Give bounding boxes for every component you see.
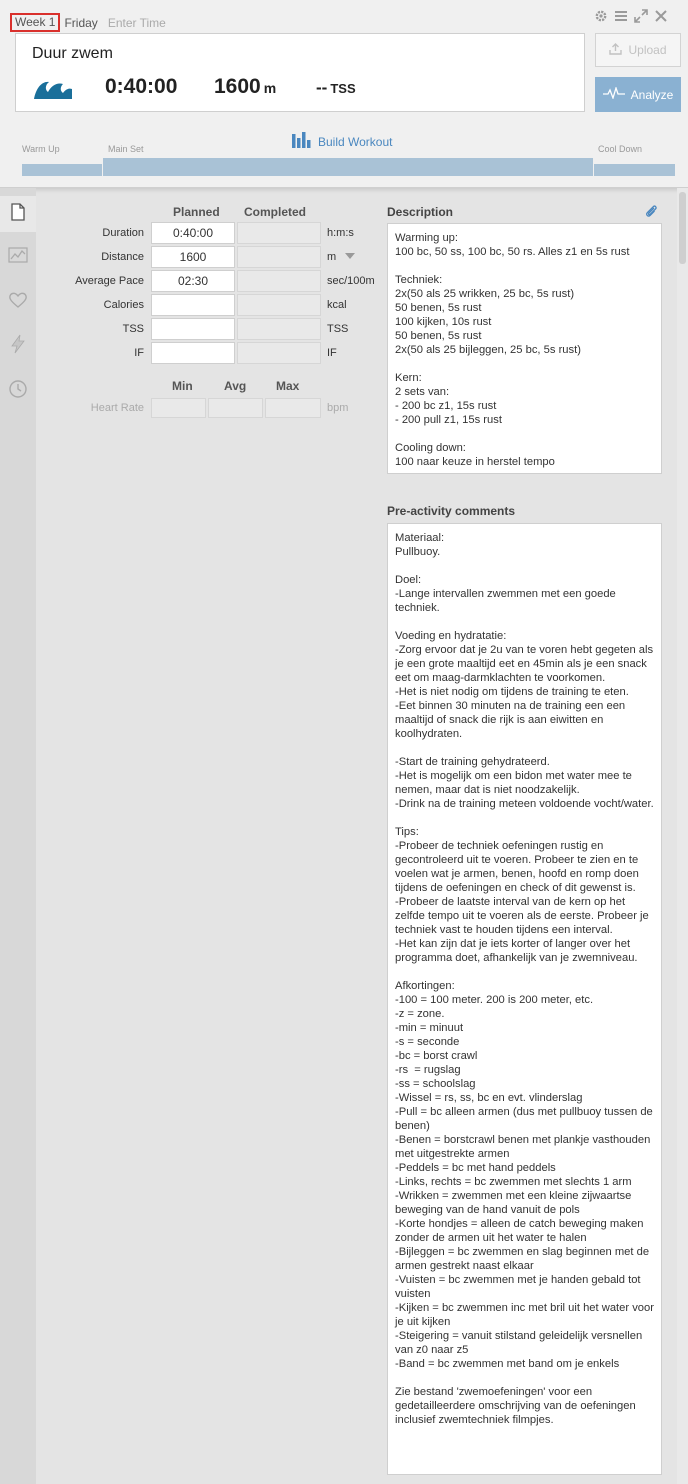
pre-activity-textarea[interactable]: Materiaal: Pullbuoy. Doel: -Lange intervallen zwemmen met een goede techniek. Voeding en hydratatie: -Zorg ervoor dat je 2u van te voren hebt gegeten als je een grote maaltijd eet en 45min als je een snack eet om maag-darmklachten te voorkomen. -Het is niet nodig om tijdens de training te eten. -Eet binnen 30 minuten na de training een een maaltijd of snack die rijk is aan eiwitten en koolhydraten. -Start de training gehydrateerd. -Het is mogelijk om een bidon met water mee te nemen, maar dat is niet noodzakelijk. -Drink na de training meteen voldoende vocht/water. Tips: -Probeer de techniek oefeningen rustig en gecontroleerd uit te voeren. Probeer te zien en te voelen wat je armen, benen, hoofd en romp doen tijdens de oefeningen en check of dit gewenst is. -Probeer de laatste interval van de kern op het zelfde tempo uit te voeren als de eerste. Probeer je techniek vast te houden tijdens een interval. -Het kan zijn dat je iets korter of langer over het programma doet, afhankelijk van je zwemniveau. Afkortingen: -100 = 100 meter. 200 is 200 meter, etc. -z = zone. -min = minuut -s = seconde -bc = borst crawl -rs = rugslag -ss = schoolslag -Wissel = rs, ss, bc en evt. vlinderslag -Pull = bc alleen armen (dus met pullbuoy tussen de benen) -Benen = borstcrawl benen met plankje vasthouden met uitgestrekte armen -Peddels = bc met hand peddels -Links, rechts = bc zwemmen met slechts 1 arm -Wrikken = zwemmen met een kleine zijwaartse beweging van de hand vanuit de pols -Korte hondjes = alleen de catch beweging maken zonder de armen uit het water te halen -Bijleggen = bc zwemmen en slag beginnen met de armen gestrekt naast elkaar -Vuisten = bc zwemmen met je handen gebald tot vuisten -Kijken = bc zwemmen inc met bril uit het water voor je uit kijken -Steigering = vanuit stilstand geleidelijk versnellen van z0 naar z5 -Band = bc zwemmen met band om je enkels Zie bestand 'zwemoefeningen' voor een gedetailleerdere omschrijving van de oefeningen inclusief zwemtechniek filmpjes. (387, 523, 662, 1475)
window-controls (594, 9, 668, 23)
build-workout-link[interactable] (292, 132, 392, 151)
distance-label: Distance (101, 251, 144, 263)
max-header: Max (276, 379, 300, 393)
expand-icon[interactable] (634, 9, 648, 23)
tss-summary (316, 78, 356, 98)
document-icon[interactable] (8, 202, 28, 222)
distance-planned-input[interactable]: 1600 (151, 246, 235, 268)
if-label: IF (134, 347, 144, 359)
description-title: Description (387, 205, 454, 219)
heart-rate-unit: bpm (327, 402, 349, 414)
tss-label: TSS (330, 81, 356, 96)
tss-unit: TSS (327, 323, 349, 335)
duration-label: Duration (102, 227, 144, 239)
heart-rate-label: Heart Rate (90, 402, 144, 414)
analyze-button[interactable] (595, 77, 681, 112)
if-unit: IF (327, 347, 337, 359)
description-textarea[interactable]: Warming up: 100 bc, 50 ss, 100 bc, 50 rs. Alles z1 en 5s rust Techniek: 2x(50 als 25 wrikken, 25 bc, 5s rust) 50 benen, 5s rust 100 kijken, 10s rust 50 benen, 5s rust 2x(50 als 25 bijleggen, 25 bc, 5s rust) Kern: 2 sets van: - 200 bc z1, 15s rust - 200 pull z1, 15s rust Cooling down: 100 naar keuze in herstel tempo (387, 223, 662, 474)
gear-icon[interactable] (594, 9, 608, 23)
planned-header: Planned (173, 205, 220, 219)
if-planned-input[interactable] (151, 342, 235, 364)
min-header: Min (172, 379, 193, 393)
calories-planned-input[interactable] (151, 294, 235, 316)
distance-value: 1600 (214, 75, 261, 98)
week-label[interactable]: Week 1 (10, 13, 60, 32)
completed-header: Completed (244, 205, 307, 219)
pulse-icon (603, 87, 625, 102)
pace-unit: sec/100m (327, 275, 375, 287)
avg-header: Avg (224, 379, 247, 393)
scrollbar-thumb[interactable] (679, 192, 686, 264)
average-pace-label: Average Pace (75, 275, 144, 287)
pace-completed-input[interactable] (237, 270, 321, 292)
chevron-down-icon (345, 251, 355, 263)
heart-rate-min-input[interactable] (151, 398, 206, 418)
upload-button[interactable] (595, 33, 681, 67)
distance-unit: m (263, 80, 277, 96)
heart-rate-avg-input[interactable] (208, 398, 263, 418)
swim-wave-icon (33, 74, 73, 100)
tss-completed-input[interactable] (237, 318, 321, 340)
tss-value: -- (316, 78, 328, 97)
enter-time-link[interactable]: Enter Time (107, 15, 166, 30)
segment-bar-mainset[interactable] (103, 158, 593, 176)
build-workout-label: Build Workout (318, 134, 393, 149)
duration-unit: h:m:s (327, 227, 354, 239)
calories-label: Calories (103, 299, 144, 311)
paperclip-icon[interactable] (644, 203, 658, 219)
segment-bar-cooldown[interactable] (594, 164, 675, 176)
menu-icon[interactable] (614, 9, 628, 23)
lightning-icon[interactable] (8, 334, 28, 354)
upload-icon (609, 43, 622, 58)
chart-icon[interactable] (8, 245, 28, 265)
pace-planned-input[interactable]: 02:30 (151, 270, 235, 292)
distance-summary (214, 75, 276, 99)
workout-title[interactable]: Duur zwem (32, 45, 113, 62)
tss-label: TSS (122, 323, 144, 335)
workout-header (0, 0, 688, 188)
calories-unit: kcal (327, 299, 347, 311)
segment-bar-warmup[interactable] (22, 164, 102, 176)
segment-label-warmup: Warm Up (22, 144, 60, 154)
day-label: Friday (64, 15, 98, 30)
analyze-label: Analyze (630, 87, 674, 102)
close-icon[interactable] (654, 9, 668, 23)
duration-value: 0:40:00 (105, 75, 178, 98)
segment-label-cooldown: Cool Down (598, 144, 643, 154)
clock-icon[interactable] (8, 379, 28, 399)
distance-completed-input[interactable] (237, 246, 321, 268)
duration-completed-input[interactable] (237, 222, 321, 244)
heart-rate-max-input[interactable] (265, 398, 321, 418)
distance-unit-select[interactable] (327, 251, 355, 263)
bar-chart-icon (292, 132, 312, 151)
distance-unit-value: m (327, 251, 337, 263)
segment-label-mainset: Main Set (108, 144, 144, 154)
calories-completed-input[interactable] (237, 294, 321, 316)
scrollbar-track[interactable] (677, 188, 688, 1484)
tss-planned-input[interactable] (151, 318, 235, 340)
breadcrumb (10, 13, 166, 32)
heart-icon[interactable] (8, 290, 28, 310)
duration-planned-input[interactable]: 0:40:00 (151, 222, 235, 244)
if-completed-input[interactable] (237, 342, 321, 364)
upload-label: Upload (628, 43, 667, 57)
workout-summary-card (15, 33, 585, 112)
pre-activity-title: Pre-activity comments (387, 504, 516, 518)
